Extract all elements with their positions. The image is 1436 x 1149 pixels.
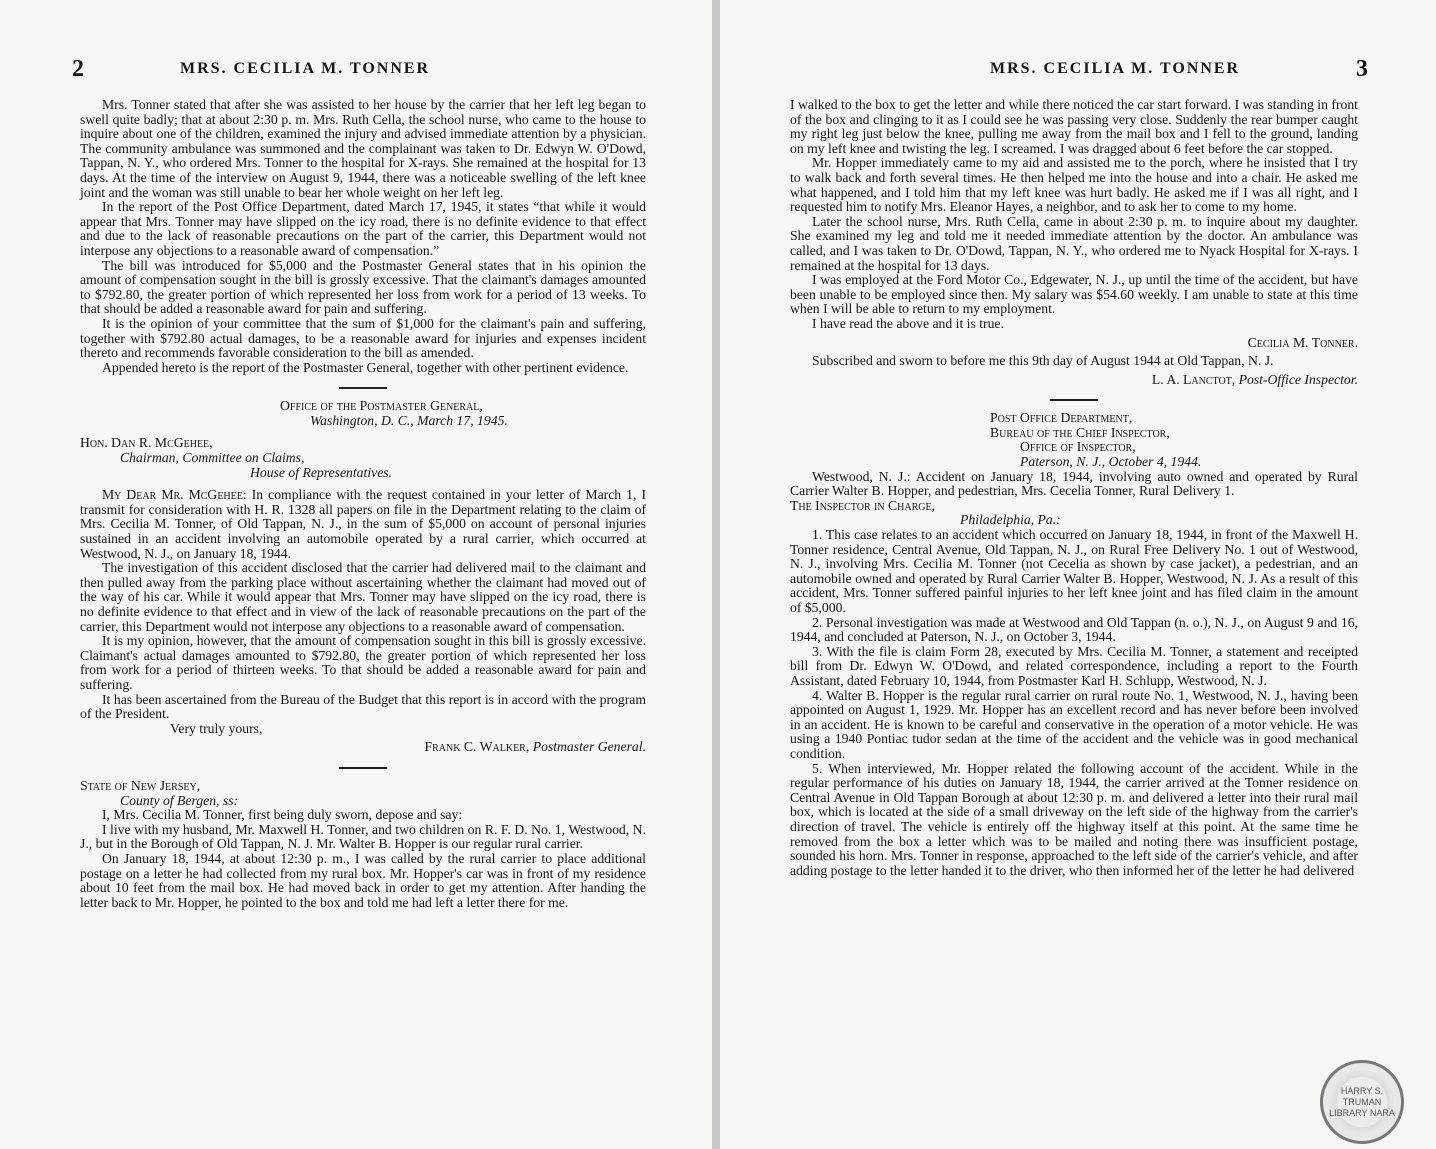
- right-running-header: [790, 56, 1368, 86]
- left-page: [0, 0, 712, 1149]
- affiant-signature: Cecilia M. Tonner.: [1247, 334, 1358, 350]
- section-divider: [339, 387, 387, 389]
- left-running-header: [72, 56, 646, 86]
- body-paragraph: Appended hereto is the report of the Postmaster General, together with other pertinent evidence.: [102, 359, 629, 375]
- section-divider: [339, 767, 387, 769]
- letter-paragraph: It has been ascertained from the Bureau of the Budget that this report is in accord with the program of the President.: [80, 691, 646, 722]
- affidavit-paragraph: I, Mrs. Cecilia M. Tonner, first being duly sworn, depose and say:: [102, 807, 463, 823]
- right-page: [720, 0, 1436, 1149]
- body-paragraph: I have read the above and it is true.: [812, 315, 1004, 331]
- numbered-paragraph: 2. Personal investigation was made at Westwood and Old Tappan (n. o.), N. J., on August 9 and 16, 1944, and concluded at Paterson, N. J., on October 3, 1944.: [790, 614, 1358, 645]
- inspector-signature: [790, 373, 1358, 388]
- inspector-name: L. A. Lanctot,: [1151, 371, 1236, 387]
- inspector-title: Post-Office Inspector.: [1238, 371, 1358, 387]
- letter-paragraph: It is my opinion, however, that the amount of compensation sought in this bill is grossly excessive. Claimant's actual damages amounted to $792.80, the greater portion of which represented her loss from work for a period of thirteen weeks. To that should be added a reasonable award for pain and suffering.: [80, 633, 646, 692]
- letter-date: Washington, D. C., March 17, 1945.: [310, 412, 508, 428]
- jurat: Subscribed and sworn to before me this 9th day of August 1944 at Old Tappan, N. J.: [812, 353, 1274, 369]
- library-stamp: [1320, 1060, 1404, 1144]
- letter-office: Office of the Postmaster General,: [280, 398, 483, 414]
- section-divider: [1050, 399, 1098, 401]
- addressee-title: Chairman, Committee on Claims,: [120, 450, 305, 466]
- county-heading: County of Bergen, ss:: [120, 792, 239, 808]
- body-paragraph: In the report of the Post Office Department, dated March 17, 1945, it states “that while it would appear that Mrs. Tonner may have slipped on the icy road, there is no definite evidence to that effect and due to the lack of reasonable precautions on the part of the carrier, this Department would not interpose any objections to a reasonable award of compensation.”: [80, 199, 646, 258]
- page-number: 2: [72, 56, 84, 82]
- body-paragraph: Mrs. Tonner stated that after she was assisted to her house by the carrier that her left leg began to swell quite badly; that at about 2:30 p. m. Mrs. Ruth Cella, the school nurse, who came to the house to inquire about one of the children, examined the injury and advised immediate attention by a physician. The community ambulance was summoned and the complainant was taken to Dr. Edwyn W. O'Dowd, Tappan, N. Y., who ordered Mrs. Tonner to the hospital for X-rays. She remained at the hospital for 13 days. At the time of the interview on August 9, 1944, there was a noticeable swelling of the left knee joint and the woman was still unable to bear her whole weight on her left leg.: [80, 97, 646, 200]
- report-dept: Post Office Department,: [990, 410, 1133, 426]
- body-paragraph: I was employed at the Ford Motor Co., Edgewater, N. J., up until the time of the accident, but have been unable to be employed since then. My salary was $54.60 weekly. I am unable to state at this time when I will be able to return to my employment.: [790, 272, 1358, 317]
- salutation: My Dear Mr. McGehee:: [102, 487, 247, 503]
- addressee-house: House of Representatives.: [250, 464, 393, 480]
- report-recipient-place: Philadelphia, Pa.:: [960, 512, 1061, 528]
- numbered-paragraph: 4. Walter B. Hopper is the regular rural carrier on rural route No. 1, Westwood, N. J., having been appointed on August 1, 1929. Mr. Hopper has an excellent record and has never before been involved in an accident. He is known to be careful and conservative in the operation of a motor vehicle. He was using a 1940 Pontiac tudor sedan at the time of the accident and the vehicle was in good mechanical condition.: [790, 687, 1358, 761]
- numbered-paragraph: 3. With the file is claim Form 28, executed by Mrs. Cecilia M. Tonner, a statement and receipted bill from Dr. Edwyn W. O'Dowd, and related correspondence, including a report to the Fourth Assistant, dated February 10, 1944, from Postmaster Karl H. Schlupp, Westwood, N. J.: [790, 643, 1358, 688]
- body-paragraph: The bill was introduced for $5,000 and the Postmaster General states that in his opinion the amount of compensation sought in the bill is grossly excessive. That the claimant's damages amounted to $792.80, the greater portion of which represented her loss from work for a period of 13 weeks. To that should be added a reasonable award for pain and suffering.: [80, 257, 646, 317]
- signature-name: Frank C. Walker,: [424, 739, 530, 755]
- affidavit-paragraph: On January 18, 1944, at about 12:30 p. m., I was called by the rural carrier to place additional postage on a letter he had collected from my rural box. Mr. Hopper's car was in front of my residence about 10 feet from the mail box. He had moved back in order to get my attention. After handing the letter back to Mr. Hopper, he pointed to the box and told me had left a letter there for me.: [80, 850, 646, 910]
- report-subject: Westwood, N. J.: Accident on January 18, 1944, involving auto owned and operated by Rural Carrier Walter B. Hopper, and pedestrian, Mrs. Cecelia Tonner, Rural Delivery 1.: [790, 468, 1358, 499]
- body-paragraph: Mr. Hopper immediately came to my aid and assisted me to the porch, where he insisted that I try to walk back and forth several times. He then helped me into the house and into a chair. He asked me what happened, and I told him that my left knee was hurt badly. He asked me if I was all right, and I requested him to notify Mrs. Eleanor Hayes, a neighbor, and to ask her to come to my home.: [790, 155, 1358, 215]
- report-recipient: The Inspector in Charge,: [790, 497, 936, 513]
- letter-paragraph: The investigation of this accident disclosed that the carrier had delivered mail to the claimant and then pulled away from the parking place without ascertaining whether the claimant had moved out of the way of his car. While it would appear that Mrs. Tonner may have slipped on the icy road, there is no definite evidence to that effect and in view of the lack of reasonable precautions on the part of the carrier, this Department would not interpose any objections to a reasonable award of compensation.: [80, 560, 646, 634]
- running-head: MRS. CECILIA M. TONNER: [180, 60, 431, 77]
- letter-paragraph-first: [80, 488, 646, 561]
- page-gutter: [712, 0, 720, 1149]
- numbered-paragraph: 1. This case relates to an accident which occurred on January 18, 1944, in front of the Maxwell H. Tonner residence, Central Avenue, Old Tappan, N. J., on Rural Free Delivery No. 1 out of Westwood, N. J., involving Mrs. Cecilia M. Tonner (not Cecelia as shown by case jacket), a pedestrian, and an automobile owned and operated by Rural Carrier Walter B. Hopper, Westwood, N. J. As a result of this accident, Mrs. Tonner suffered painful injuries to her left knee joint and has filed claim in the amount of $5,000.: [790, 527, 1358, 615]
- state-heading: State of New Jersey,: [80, 777, 201, 793]
- page-number: 3: [1356, 56, 1368, 82]
- running-head: MRS. CECILIA M. TONNER: [990, 60, 1241, 77]
- body-paragraph: It is the opinion of your committee that the sum of $1,000 for the claimant's pain and suffering, together with $792.80 actual damages, to be a reasonable award for injuries and expenses incident thereto and recommends favorable consideration to the bill as amended.: [80, 315, 646, 361]
- letter-text: In compliance with the request contained in your letter of March 1, I transmit for consideration with H. R. 1328 all papers on file in the Department relating to the claim of Mrs. Cecilia M. Tonner, of Old Tappan, N. J., in the sum of $5,000 on account of personal injuries sustained in an accident involving an automobile operated by a rural carrier, which occurred at Westwood, N. J., on January 18, 1944.: [80, 487, 646, 561]
- report-date: Paterson, N. J., October 4, 1944.: [1020, 454, 1202, 470]
- stamp-text: HARRY S. TRUMAN LIBRARY NARA: [1329, 1085, 1395, 1118]
- body-paragraph: I walked to the box to get the letter and while there noticed the car start forward. I was standing in front of the box and clinging to it as I could see he was passing very close. Suddenly the rear bumper caught my right leg just below the knee, pulling me away from the mail box and I fell to the ground, landing on my left knee and twisting the leg. I screamed. I was dragged about 6 feet before the car stopped.: [790, 97, 1358, 156]
- body-paragraph: Later the school nurse, Mrs. Ruth Cella, came in about 2:30 p. m. to inquire about my daughter. She examined my leg and told me it needed immediate attention by the doctor. An ambulance was called, and I was taken to Dr. O'Dowd, Tappan, N. Y., who ordered me to Nyack Hospital for X-rays. I remained at the hospital for 13 days.: [790, 213, 1358, 273]
- affidavit-paragraph: I live with my husband, Mr. Maxwell H. Tonner, and two children on R. F. D. No. 1, Westwood, N. J., but in the Borough of Old Tappan, N. J. Mr. Walter B. Hopper is our regular rural carrier.: [80, 821, 646, 852]
- numbered-paragraph: 5. When interviewed, Mr. Hopper related the following account of the accident. While in the regular performance of his duties on January 18, 1944, the carrier arrived at the Tonner residence on Central Avenue in Old Tappan Borough at about 12:30 p. m. and delivered a letter into their rural mail box, which is located at the side of a small driveway on the left side of the highway from the carrier's direction of travel. The vehicle is entirely off the highway itself at this point. At the same time he removed from the box a letter which was to be mailed and noting there was insufficient postage, sounded his horn. Mrs. Tonner in response, approached to the left side of the carrier's vehicle, and after adding postage to the letter handed it to the driver, who then informed her of the letter he had delivered: [790, 760, 1358, 878]
- report-office: Office of Inspector,: [1020, 439, 1136, 455]
- signature: [80, 740, 646, 755]
- closing: Very truly yours,: [170, 720, 263, 736]
- signature-title: Postmaster General.: [532, 739, 646, 755]
- report-bureau: Bureau of the Chief Inspector,: [990, 424, 1170, 440]
- addressee-name: Hon. Dan R. McGehee,: [80, 435, 213, 451]
